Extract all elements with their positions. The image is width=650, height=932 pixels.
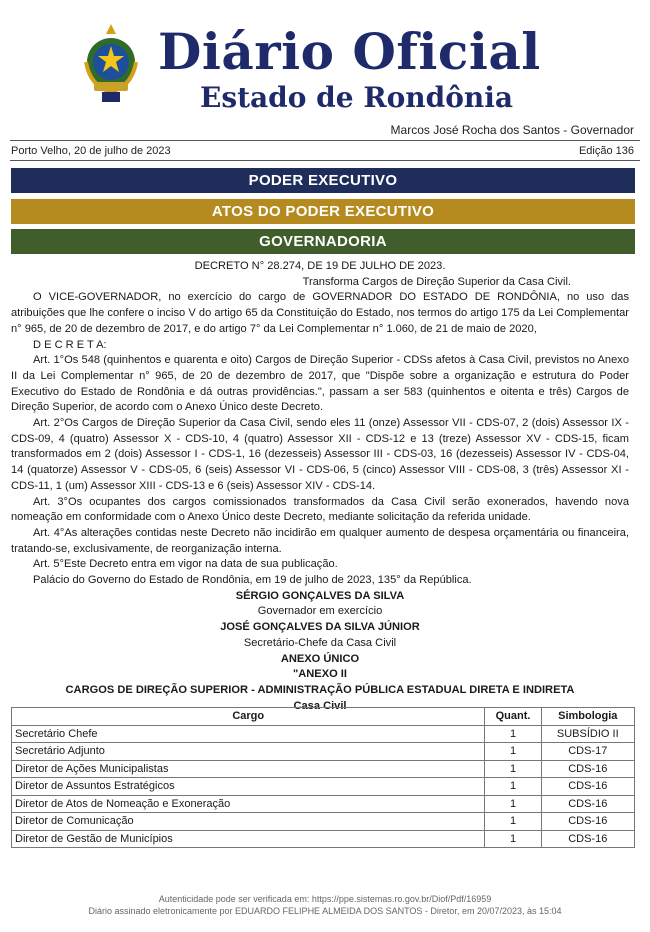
article-3: Art. 3°Os ocupantes dos cargos comissionados transformados da Casa Civil serão exonerados, havendo nova nomeação em conformidade com o Anexo Único deste Decreto, mediante solicitação da referida unidade. bbox=[11, 495, 629, 524]
decree-preamble: O VICE-GOVERNADOR, no exercício do cargo de GOVERNADOR DO ESTADO DE RONDÔNIA, no uso das atribuições que lhe confere o inciso V do artigo 65 da Constituição do Estado, nos termos do artigo 175 da Lei Complementar n° 965, de 20 de dezembro de 2017, e do artigo 7° da Lei Complementar n° 1.060, de 21 de maio de 2020, bbox=[11, 291, 629, 335]
decree-summary: Transforma Cargos de Direção Superior da Casa Civil. bbox=[302, 275, 571, 288]
footer bbox=[0, 893, 650, 917]
cell-simbologia: CDS-16 bbox=[541, 778, 634, 796]
cell-cargo: Secretário Chefe bbox=[12, 725, 485, 743]
section-band-governorship: GOVERNADORIA bbox=[11, 229, 635, 254]
rondonia-coat-of-arms-icon bbox=[80, 22, 142, 106]
annex-table bbox=[11, 707, 635, 848]
table-row bbox=[12, 830, 635, 848]
article-1: Art. 1°Os 548 (quinhentos e quarenta e oito) Cargos de Direção Superior - CDSs afetos à Casa Civil, previstos no Anexo II da Lei Complementar n° 965, de 20 de dezembro de 2017, que "Dispõe sobre a organização e estrutura do Poder Executivo do Estado de Rondônia e dá outras providências.", passam a ser 583 (quinhentos e oitenta e três) Cargos de Direção Superior, de acordo com o Anexo Único deste Decreto. bbox=[11, 354, 629, 414]
cell-quant: 1 bbox=[485, 778, 541, 796]
article-4: Art. 4°As alterações contidas neste Decreto não incidirão em qualquer aumento de despesa orçamentária ou financeira, tratando-se, exclusivamente, de reorganização interna. bbox=[11, 526, 629, 555]
governor-line: Marcos José Rocha dos Santos - Governador bbox=[390, 123, 634, 137]
signer-1-role: Governador em exercício bbox=[257, 605, 383, 618]
annex-subtitle: "ANEXO II bbox=[293, 668, 347, 681]
signer-1-name: SÉRGIO GONÇALVES DA SILVA bbox=[235, 589, 405, 602]
table-header-row bbox=[12, 708, 635, 726]
section-band-acts: ATOS DO PODER EXECUTIVO bbox=[11, 199, 635, 224]
signature-note: Diário assinado eletronicamente por EDUARDO FELIPHE ALMEIDA DOS SANTOS - Diretor, em 20/07/2023, às 15:04 bbox=[88, 906, 562, 916]
table-row bbox=[12, 743, 635, 761]
decree-decreta: D E C R E T A: bbox=[33, 338, 107, 351]
decree-closing: Palácio do Governo do Estado de Rondônia, em 19 de julho de 2023, 135° da República. bbox=[33, 574, 472, 587]
table-row bbox=[12, 725, 635, 743]
dateline: Porto Velho, 20 de julho de 2023 bbox=[11, 145, 171, 157]
table-row bbox=[12, 760, 635, 778]
signer-2-name: JOSÉ GONÇALVES DA SILVA JÚNIOR bbox=[220, 621, 420, 634]
masthead bbox=[0, 0, 650, 120]
cell-cargo: Diretor de Atos de Nomeação e Exoneração bbox=[12, 795, 485, 813]
cell-cargo: Diretor de Assuntos Estratégicos bbox=[12, 778, 485, 796]
cell-quant: 1 bbox=[485, 813, 541, 831]
annex-heading: CARGOS DE DIREÇÃO SUPERIOR - ADMINISTRAÇÃO PÚBLICA ESTADUAL DIRETA E INDIRETA bbox=[65, 683, 575, 696]
annex-unit: Casa Civil bbox=[293, 699, 347, 712]
table-row bbox=[12, 813, 635, 831]
cell-cargo: Diretor de Ações Municipalistas bbox=[12, 760, 485, 778]
edition-number: Edição 136 bbox=[578, 145, 634, 157]
divider bbox=[10, 160, 640, 161]
signer-2-role: Secretário-Chefe da Casa Civil bbox=[243, 636, 397, 649]
annex-title: ANEXO ÚNICO bbox=[280, 652, 360, 665]
newspaper-title: Diário Oficial bbox=[158, 22, 541, 81]
cell-quant: 1 bbox=[485, 743, 541, 761]
decree-body bbox=[11, 259, 629, 714]
annex-table-wrapper bbox=[11, 707, 635, 848]
cell-quant: 1 bbox=[485, 795, 541, 813]
cell-quant: 1 bbox=[485, 830, 541, 848]
section-band-executive: PODER EXECUTIVO bbox=[11, 168, 635, 193]
column-header-simbologia: Simbologia bbox=[541, 708, 634, 726]
cell-quant: 1 bbox=[485, 760, 541, 778]
cell-simbologia: CDS-17 bbox=[541, 743, 634, 761]
cell-simbologia: SUBSÍDIO II bbox=[541, 725, 634, 743]
cell-simbologia: CDS-16 bbox=[541, 813, 634, 831]
newspaper-subtitle: Estado de Rondônia bbox=[200, 81, 514, 114]
cell-cargo: Secretário Adjunto bbox=[12, 743, 485, 761]
column-header-cargo: Cargo bbox=[12, 708, 485, 726]
authenticity-link[interactable]: Autenticidade pode ser verificada em: https://ppe.sistemas.ro.gov.br/Diof/Pdf/16959 bbox=[158, 894, 492, 904]
cell-cargo: Diretor de Comunicação bbox=[12, 813, 485, 831]
cell-simbologia: CDS-16 bbox=[541, 795, 634, 813]
cell-quant: 1 bbox=[485, 725, 541, 743]
article-2: Art. 2°Os Cargos de Direção Superior da Casa Civil, sendo eles 11 (onze) Assessor VII - CDS-07, 2 (dois) Assessor IX - CDS-09, 4 (quatro) Assessor X - CDS-10, 4 (quatro) Assessor XII - CDS-12 e 13 (treze) Assessor XV - CDS-15, ficam transformados em 2 (dois) Assessor I - CDS-1, 16 (dezesseis) Assessor III - CDS-03, 16 (dezesseis) Assessor IV - CDS-04, 14 (quatorze) Assessor V - CDS-05, 6 (seis) Assessor VI - CDS-06, 5 (cinco) Assessor VIII - CDS-08, 3 (três) Assessor XI - CDS-11, 1 (um) Assessor XIII - CDS-13 e 6 (seis) Assessor XIV - CDS-14. bbox=[11, 417, 629, 492]
cell-simbologia: CDS-16 bbox=[541, 830, 634, 848]
table-row bbox=[12, 795, 635, 813]
article-5: Art. 5°Este Decreto entra em vigor na data de sua publicação. bbox=[33, 558, 338, 571]
column-header-quant: Quant. bbox=[485, 708, 541, 726]
cell-simbologia: CDS-16 bbox=[541, 760, 634, 778]
divider bbox=[10, 140, 640, 141]
cell-cargo: Diretor de Gestão de Municípios bbox=[12, 830, 485, 848]
decree-heading: DECRETO N° 28.274, DE 19 DE JULHO DE 2023. bbox=[194, 260, 446, 272]
table-row bbox=[12, 778, 635, 796]
